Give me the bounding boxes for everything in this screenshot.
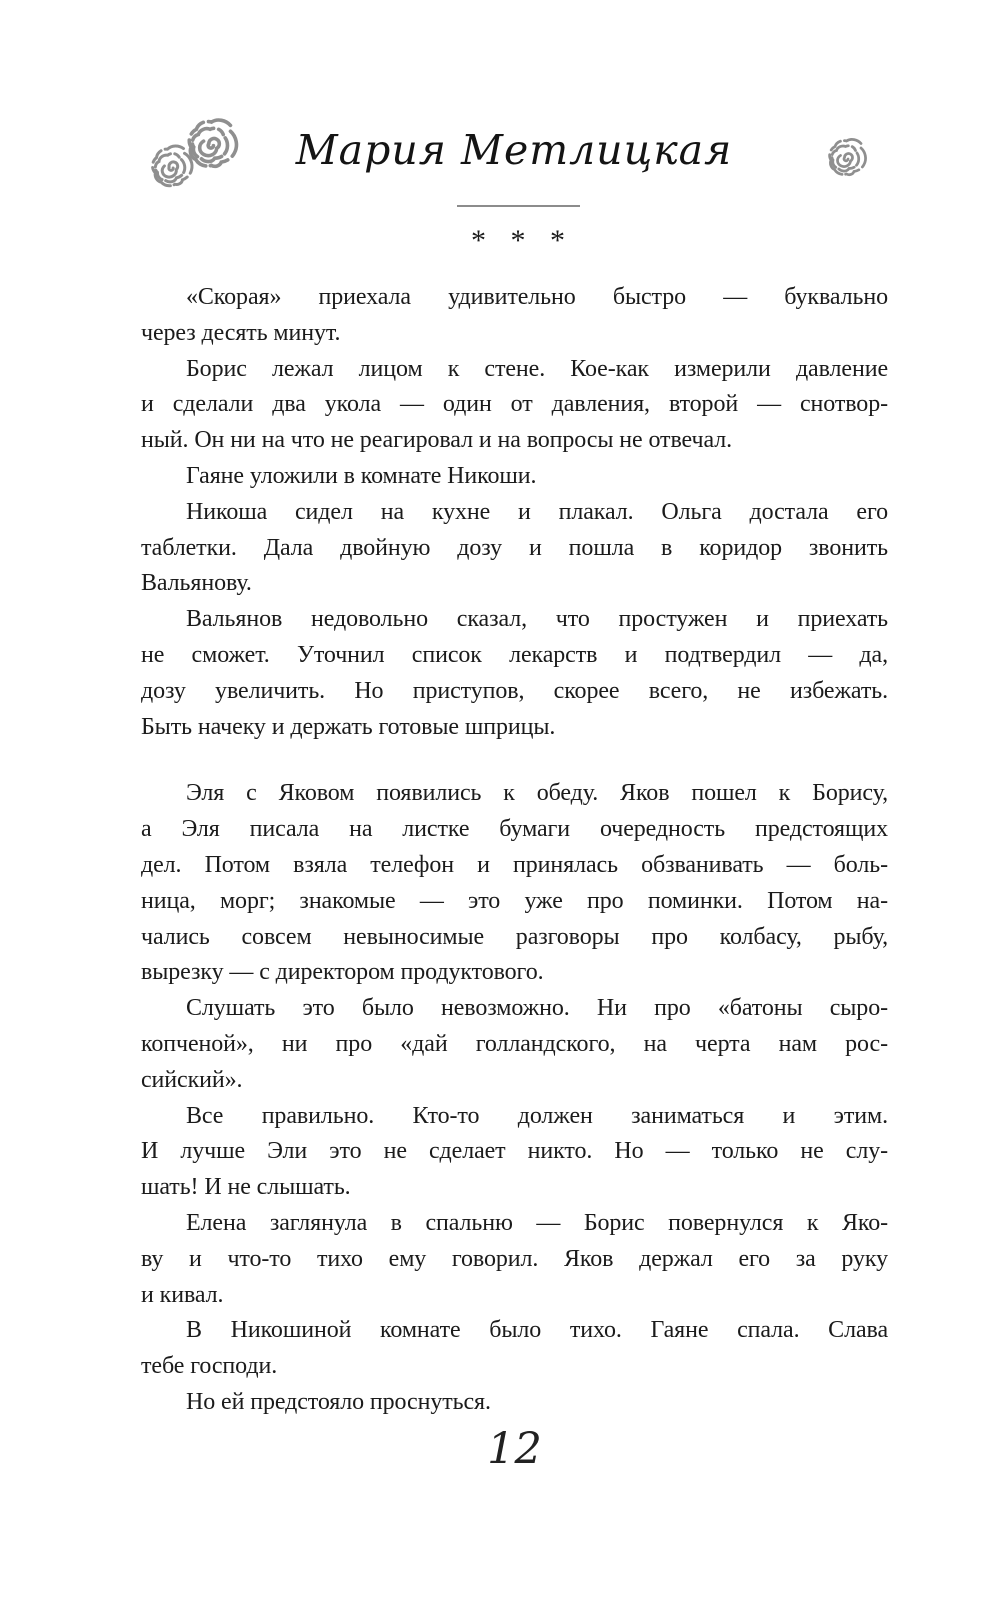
text-line: таблетки. Дала двойную дозу и пошла в коридор звонить	[141, 534, 888, 561]
text-line: Быть начеку и держать готовые шприцы.	[141, 713, 556, 740]
text-line: вырезку — с директором продуктового.	[141, 959, 544, 986]
text-line: Слушать это было невозможно. Ни про «батоны сыро-	[186, 995, 888, 1022]
text-line: Вальянову.	[141, 570, 252, 597]
text-line: «Скорая» приехала удивительно быстро — буквально	[186, 284, 888, 310]
text-line: Эля с Яковом появились к обеду. Яков пошел к Борису,	[186, 780, 888, 807]
text-line: ву и что-то тихо ему говорил. Яков держал его за руку	[141, 1245, 888, 1272]
paragraph	[141, 495, 888, 602]
text-line: копченой», ни про «дай голландского, на черта нам рос-	[141, 1030, 888, 1057]
text-line: ный. Он ни на что не реагировал и на вопросы не отвечал.	[141, 427, 733, 454]
author-title: Мария Метлицкая	[295, 126, 733, 174]
text-line: Гаяне уложили в комнате Никоши.	[186, 462, 537, 489]
paragraph	[141, 1206, 888, 1313]
paragraph	[141, 776, 888, 991]
paragraph	[141, 602, 888, 745]
text-line: не сможет. Уточнил список лекарств и подтвердил — да,	[141, 641, 888, 668]
paragraph	[141, 1099, 888, 1206]
paragraph	[141, 1313, 888, 1385]
text-line: сийский».	[141, 1066, 243, 1093]
body-text	[141, 280, 888, 1421]
paragraph	[141, 280, 888, 352]
text-line: Борис лежал лицом к стене. Кое-как измерили давление	[186, 355, 888, 382]
text-line: В Никошиной комнате было тихо. Гаяне спала. Слава	[186, 1317, 888, 1344]
paragraph	[141, 352, 888, 459]
text-line: Никоша сидел на кухне и плакал. Ольга достала его	[186, 498, 888, 525]
paragraph	[141, 459, 888, 495]
text-line: и кивал.	[141, 1281, 224, 1308]
paragraph	[141, 991, 888, 1098]
text-line: а Эля писала на листке бумаги очередность предстоящих	[141, 816, 888, 843]
title-rule	[457, 205, 580, 207]
text-line: Вальянов недовольно сказал, что простужен и приехать	[186, 606, 888, 633]
text-line: Елена заглянула в спальню — Борис повернулся к Яко-	[186, 1209, 888, 1236]
text-line: Но ей предстояло проснуться.	[186, 1388, 491, 1415]
text-line: Все правильно. Кто-то должен заниматься и этим.	[186, 1102, 888, 1129]
text-line: чались совсем невыносимые разговоры про колбасу, рыбу,	[141, 923, 888, 950]
text-line: шать! И не слышать.	[141, 1174, 351, 1201]
text-line: ница, морг; знакомые — это уже про поминки. Потом на-	[141, 887, 888, 914]
text-line: через десять минут.	[141, 319, 341, 346]
text-line: И лучше Эли это не сделает никто. Но — только не слу-	[141, 1138, 888, 1165]
paragraph	[141, 1385, 888, 1421]
text-line: дел. Потом взяла телефон и принялась обзванивать — боль-	[141, 851, 888, 878]
section-separator: * * *	[471, 224, 565, 257]
text-line: и сделали два укола — один от давления, второй — снотвор-	[141, 391, 888, 418]
text-line: дозу увеличить. Но приступов, скорее всего, не избежать.	[141, 677, 888, 704]
text-line: тебе господи.	[141, 1353, 278, 1380]
page-number: 12	[487, 1424, 542, 1474]
